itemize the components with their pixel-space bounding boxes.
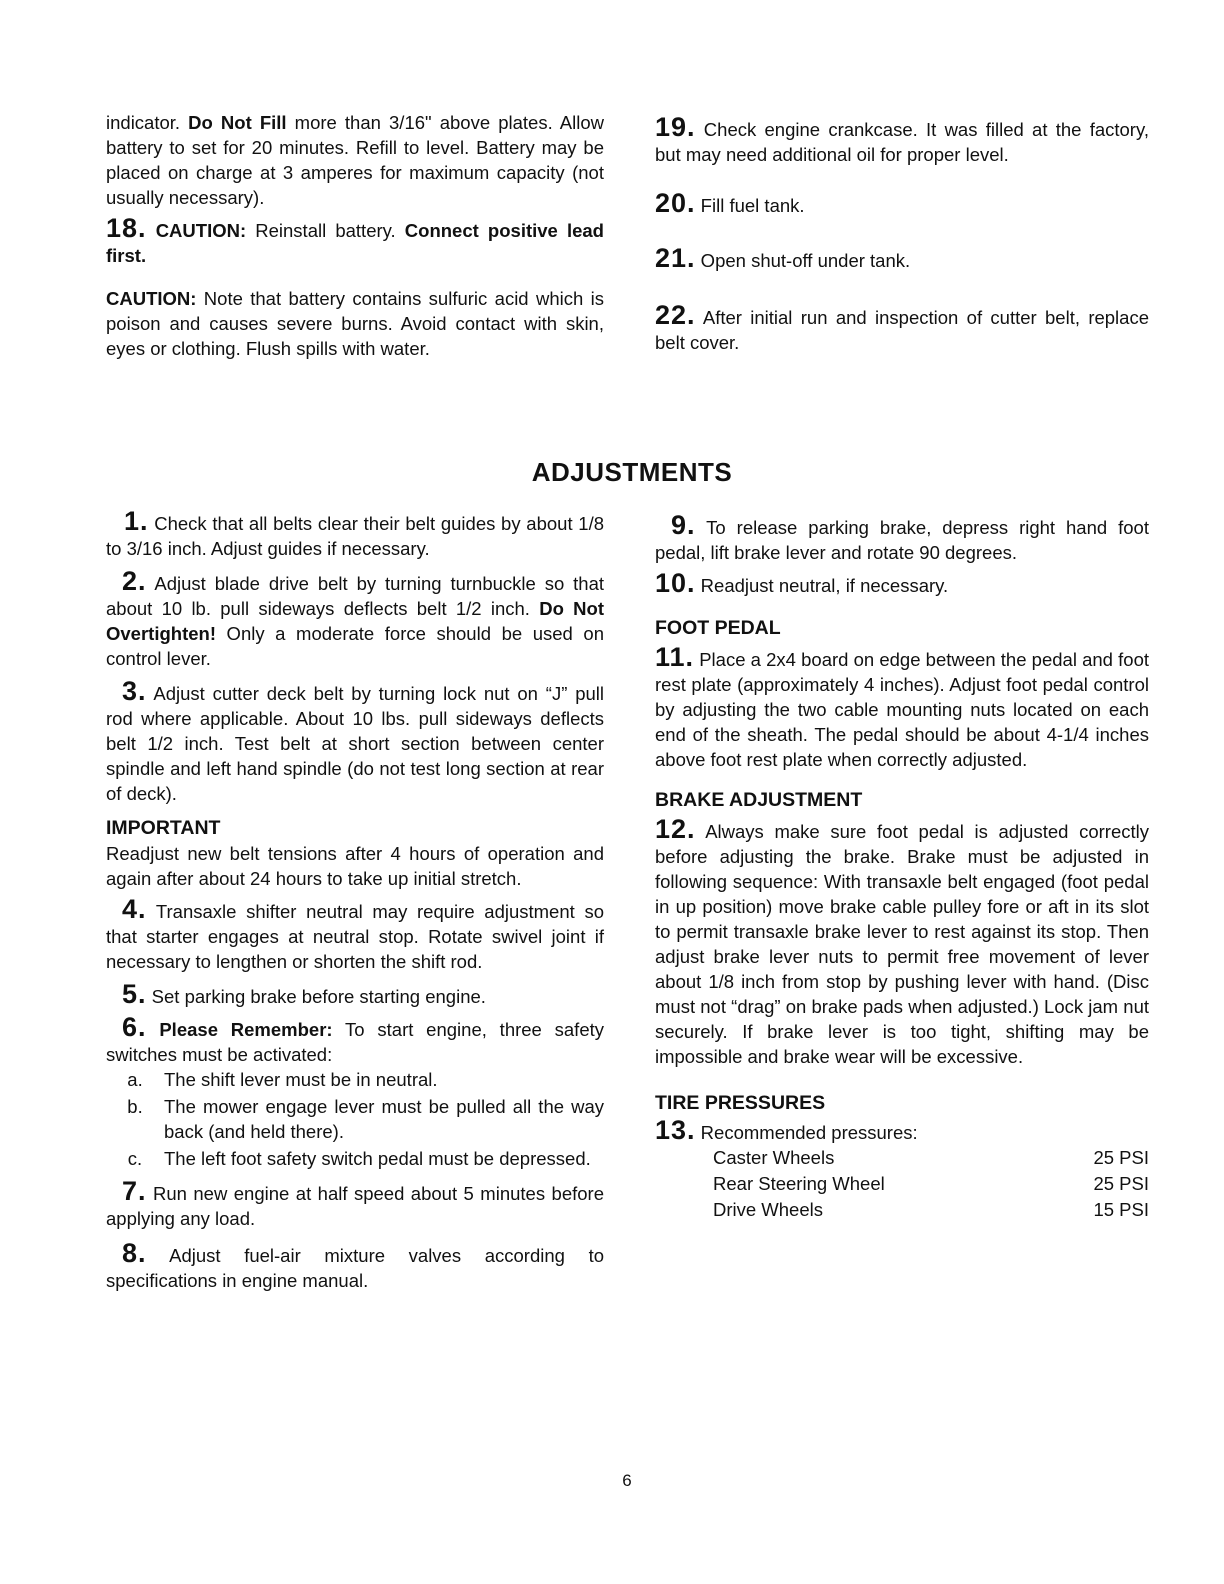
bold-text: Do Not Overtighten!	[106, 598, 605, 644]
step-22	[655, 300, 1149, 355]
text: Set parking brake before starting engine.	[146, 986, 486, 1007]
step-number: 8.	[122, 1238, 147, 1268]
text: Check that all belts clear their belt guides by about 1/8 to 3/16 inch. Adjust guides if necessary.	[106, 513, 604, 559]
sub-item-c	[106, 1146, 604, 1171]
bold-text: Connect positive lead first.	[106, 220, 604, 266]
text: indicator.	[106, 112, 189, 133]
text: Place a 2x4 board on edge between the pedal and foot rest plate (approximately 4 inches). Adjust foot pedal control by adjusting the two cable mounting nuts located on each end of the sheath. The pedal should be about 4-1/4 inches above foot rest plate when correctly adjusted.	[655, 649, 1149, 770]
step-number: 7.	[122, 1176, 147, 1206]
step-number: 5.	[122, 979, 147, 1009]
text: Reinstall battery.	[246, 220, 405, 241]
sub-item-b	[106, 1094, 604, 1144]
text: Adjust cutter deck belt by turning lock nut on “J” pull rod where applicable. About 10 lbs. pull sideways deflects belt 1/2 inch. Test belt at short section between center spindle and left hand spindle (do not test long section at rear of deck).	[106, 683, 604, 804]
important-heading: IMPORTANT	[106, 817, 221, 839]
tire-value: 25 PSI	[1093, 1173, 1149, 1194]
text: Adjust fuel-air mixture valves according to specifications in engine manual.	[106, 1245, 604, 1291]
step-9	[655, 510, 1149, 565]
text: Transaxle shifter neutral may require adjustment so that starter engages at neutral stop. Rotate swivel joint if necessary to lengthen or shorten the shift rod.	[106, 901, 604, 972]
step-12	[655, 814, 1149, 1069]
step-7	[106, 1176, 604, 1231]
left-column	[106, 506, 605, 1293]
step-11	[655, 642, 1149, 772]
sub-label: b.	[127, 1096, 143, 1117]
text: Fill fuel tank.	[695, 195, 805, 216]
tire-name: Caster Wheels	[713, 1147, 835, 1168]
text: Adjust blade drive belt by turning turnbuckle so that about 10 lb. pull sideways deflects belt 1/2 inch.	[106, 573, 604, 619]
right-column	[655, 510, 1149, 1222]
text: Run new engine at half speed about 5 minutes before applying any load.	[106, 1183, 604, 1229]
step-3	[106, 676, 604, 806]
text: After initial run and inspection of cutter belt, replace belt cover.	[655, 307, 1149, 353]
tire-value: 25 PSI	[1093, 1147, 1149, 1168]
text: To release parking brake, depress right hand foot pedal, lift brake lever and rotate 90 degrees.	[655, 517, 1149, 563]
tire-row	[655, 1171, 1149, 1196]
top-right-column	[655, 112, 1149, 355]
important-text: Readjust new belt tensions after 4 hours of operation and again after about 24 hours to take up initial stretch.	[106, 843, 604, 889]
sub-label: a.	[127, 1069, 143, 1090]
tire-pressure-table	[655, 1145, 1149, 1222]
battery-fill-paragraph	[106, 110, 604, 210]
step-1	[106, 506, 604, 561]
tire-row	[655, 1145, 1149, 1170]
top-left-column	[106, 110, 604, 361]
caution-label: CAUTION:	[155, 220, 247, 241]
step-number: 3.	[122, 676, 147, 706]
step-6	[106, 1012, 605, 1067]
step-number: 20.	[655, 188, 696, 218]
step-number: 13.	[655, 1115, 696, 1145]
step-number: 19.	[655, 112, 696, 142]
step-20	[655, 188, 1149, 218]
bold-text: Do Not Fill	[188, 112, 287, 133]
section-title: ADJUSTMENTS	[531, 457, 733, 487]
step-number: 18.	[106, 213, 147, 243]
bold-text: Please Remember:	[159, 1019, 333, 1040]
step-18	[106, 213, 604, 268]
step-5	[106, 979, 604, 1009]
step-number: 21.	[655, 243, 696, 273]
step-number: 10.	[655, 568, 696, 598]
step-8	[106, 1238, 604, 1293]
text: The shift lever must be in neutral.	[164, 1069, 438, 1090]
text: Check engine crankcase. It was filled at the factory, but may need additional oil for proper level.	[655, 119, 1149, 165]
step-number: 6.	[122, 1012, 147, 1042]
step-number: 1.	[124, 506, 149, 536]
tire-pressures-heading: TIRE PRESSURES	[655, 1092, 826, 1114]
sub-item-a	[106, 1067, 604, 1092]
step-number: 11.	[655, 642, 695, 672]
step-number: 4.	[122, 894, 147, 924]
step-2	[106, 566, 605, 671]
caution-label: CAUTION:	[106, 288, 197, 309]
tire-name: Rear Steering Wheel	[713, 1173, 885, 1194]
text: The mower engage lever must be pulled all the way back (and held there).	[164, 1096, 604, 1142]
text: The left foot safety switch pedal must be depressed.	[164, 1148, 591, 1169]
text: Readjust neutral, if necessary.	[695, 575, 949, 596]
text: Only a moderate force should be used on control lever.	[106, 623, 604, 669]
text: To start engine, three safety switches must be activated:	[106, 1019, 605, 1065]
text: Recommended pressures:	[695, 1122, 918, 1143]
step-number: 22.	[655, 300, 696, 330]
tire-name: Drive Wheels	[713, 1199, 823, 1220]
step-13	[655, 1115, 1149, 1145]
tire-row	[655, 1197, 1149, 1222]
caution-paragraph	[106, 286, 604, 361]
text: Open shut-off under tank.	[695, 250, 911, 271]
step-number: 2.	[122, 566, 147, 596]
sub-label: c.	[127, 1148, 143, 1169]
text: more than 3/16" above plates. Allow battery to set for 20 minutes. Refill to level. Battery may be placed on charge at 3 amperes for maximum capacity (not usually necessary).	[106, 112, 605, 208]
step-10	[655, 568, 1149, 598]
foot-pedal-heading: FOOT PEDAL	[655, 617, 781, 639]
brake-adjustment-heading: BRAKE ADJUSTMENT	[655, 789, 863, 811]
text: Always make sure foot pedal is adjusted correctly before adjusting the brake. Brake must be adjusted in following sequence: With transaxle belt engaged (foot pedal in up position) move brake cable pulley fore or aft in its slot to permit transaxle brake lever to rest against its stop. Then adjust brake lever nuts to permit free movement of lever about 1/8 inch from stop by pushing lever with hand. (Disc must not “drag” on brake pads when adjusted.) Lock jam nut securely. If brake lever is too tight, shifting may be impossible and brake wear will be excessive.	[655, 821, 1149, 1067]
step-21	[655, 243, 1149, 273]
tire-value: 15 PSI	[1093, 1199, 1149, 1220]
page-number: 6	[622, 1471, 632, 1490]
step-19	[655, 112, 1149, 167]
text: Note that battery contains sulfuric acid which is poison and causes severe burns. Avoid contact with skin, eyes or clothing. Flush spills with water.	[106, 288, 604, 359]
step-4	[106, 894, 604, 974]
step-number: 12.	[655, 814, 696, 844]
step-number: 9.	[671, 510, 696, 540]
